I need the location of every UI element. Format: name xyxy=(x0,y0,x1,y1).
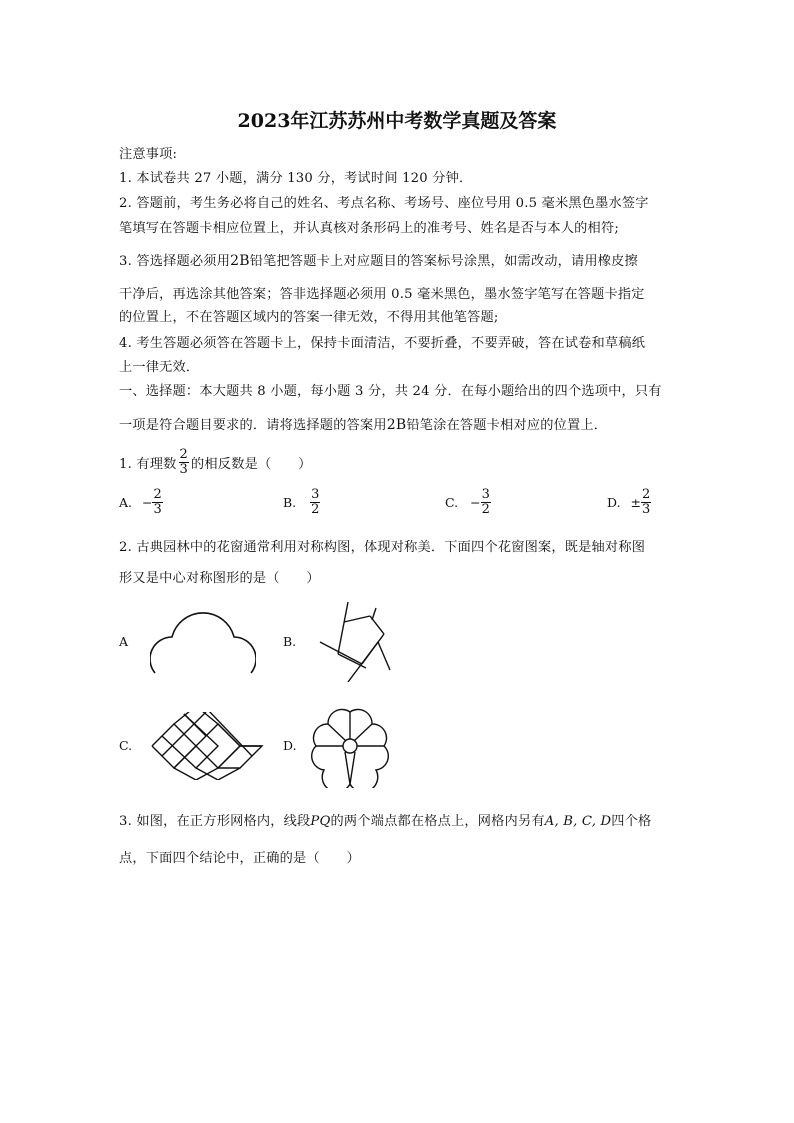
segment-label: PQ xyxy=(310,814,331,829)
frac-den: 2 xyxy=(481,502,490,517)
note-line: 2. 答题前，考生务必将自己的姓名、考点名称、考场号、座位号用 0.5 毫米黑色墨水签字 xyxy=(119,196,649,211)
q1-fraction xyxy=(179,448,189,477)
plum-blossom-figure[interactable] xyxy=(308,708,392,788)
q1-suffix: 的相反数是（ ） xyxy=(191,457,312,472)
q2-line2: 形又是中心对称图形的是（ ） xyxy=(119,571,320,586)
q1-option-b[interactable] xyxy=(283,488,320,517)
q3-text: 四个格 xyxy=(611,814,652,829)
q2-label-a: A xyxy=(119,634,129,649)
section-text: 铅笔涂在答题卡相对应的位置上． xyxy=(406,418,608,433)
q1-option-c[interactable] xyxy=(445,488,491,517)
q3-line1 xyxy=(119,810,651,829)
page-title: 2023年江苏苏州中考数学真题及答案 xyxy=(237,110,557,132)
note-line: 的位置上，不在答题区域内的答案一律无效，不得用其他笔答题; xyxy=(119,310,499,325)
q2-line1: 2. 古典园林中的花窗通常利用对称构图，体现对称美．下面四个花窗图案，既是轴对称图 xyxy=(119,540,646,555)
note-text: 铅笔把答题卡上对应题目的答案标号涂黑，如需改动，请用橡皮擦 xyxy=(249,254,638,269)
q3-text: 3. 如图，在正方形网格内，线段 xyxy=(119,814,311,829)
note-line: 1. 本试卷共 27 小题，满分 130 分，考试时间 120 分钟． xyxy=(119,171,473,186)
pinwheel-figure[interactable] xyxy=(312,598,394,682)
section-text: 一项是符合题目要求的．请将选择题的答案用 xyxy=(119,418,387,433)
section1-line2 xyxy=(119,414,607,433)
option-label: A. xyxy=(119,495,133,510)
note-line-3 xyxy=(119,250,638,269)
note-line: 干净后，再选涂其他答案；答非选择题必须用 0.5 毫米黑色，墨水签字笔写在答题卡指定 xyxy=(119,287,645,302)
option-sign: − xyxy=(470,495,481,510)
blossom-shape xyxy=(312,709,389,788)
frac-num: 2 xyxy=(153,487,162,502)
frac-den: 3 xyxy=(179,462,189,477)
option-fraction xyxy=(641,488,651,517)
option-label: C. xyxy=(445,495,459,510)
frac-num: 3 xyxy=(481,487,490,502)
option-label: D. xyxy=(607,495,621,510)
notes-heading: 注意事项: xyxy=(119,147,178,162)
q3-text: 的两个端点都在格点上，网格内另有 xyxy=(330,814,545,829)
note-line: 4. 考生答题必须答在答题卡上，保持卡面清洁，不要折叠，不要弄破，答在试卷和草稿纸 xyxy=(119,336,646,351)
q1-stem xyxy=(119,448,312,477)
cloud-window-figure[interactable] xyxy=(150,605,256,677)
note-text: 3. 答选择题必须用 xyxy=(119,254,231,269)
cloud-arc-shape xyxy=(150,613,256,673)
option-fraction xyxy=(152,488,162,517)
frac-den: 3 xyxy=(153,502,162,517)
frac-den: 3 xyxy=(642,502,651,517)
frac-num: 2 xyxy=(642,487,651,502)
lattice-lines xyxy=(152,712,262,780)
option-label: B. xyxy=(283,495,297,510)
q2-label-c: C. xyxy=(119,738,133,753)
option-sign: − xyxy=(142,495,153,510)
q1-option-d[interactable] xyxy=(607,488,651,517)
option-sign: ± xyxy=(630,495,642,510)
option-fraction xyxy=(481,488,491,517)
q1-prefix: 1. 有理数 xyxy=(119,457,177,472)
q2-label-b: B. xyxy=(283,634,297,649)
note-line: 上一律无效． xyxy=(119,360,200,375)
frac-num: 2 xyxy=(179,447,189,462)
note-line: 笔填写在答题卡相应位置上，并认真核对条形码上的准考号、姓名是否与本人的相符; xyxy=(119,221,619,236)
lattice-window-figure[interactable] xyxy=(148,712,266,780)
q1-option-a[interactable] xyxy=(119,488,163,517)
q2-label-d: D. xyxy=(283,738,297,753)
pencil-grade: 2B xyxy=(386,417,407,433)
q3-line2: 点，下面四个结论中，正确的是（ ） xyxy=(119,851,360,866)
section1-line1: 一、选择题：本大题共 8 小题，每小题 3 分，共 24 分．在每小题给出的四个选项中，只有 xyxy=(119,384,662,399)
pencil-grade: 2B xyxy=(230,253,250,269)
pinwheel-lines xyxy=(320,602,390,682)
frac-num: 3 xyxy=(311,487,320,502)
frac-den: 2 xyxy=(311,502,320,517)
option-fraction xyxy=(310,488,320,517)
points-label: A, B, C, D xyxy=(544,814,612,829)
